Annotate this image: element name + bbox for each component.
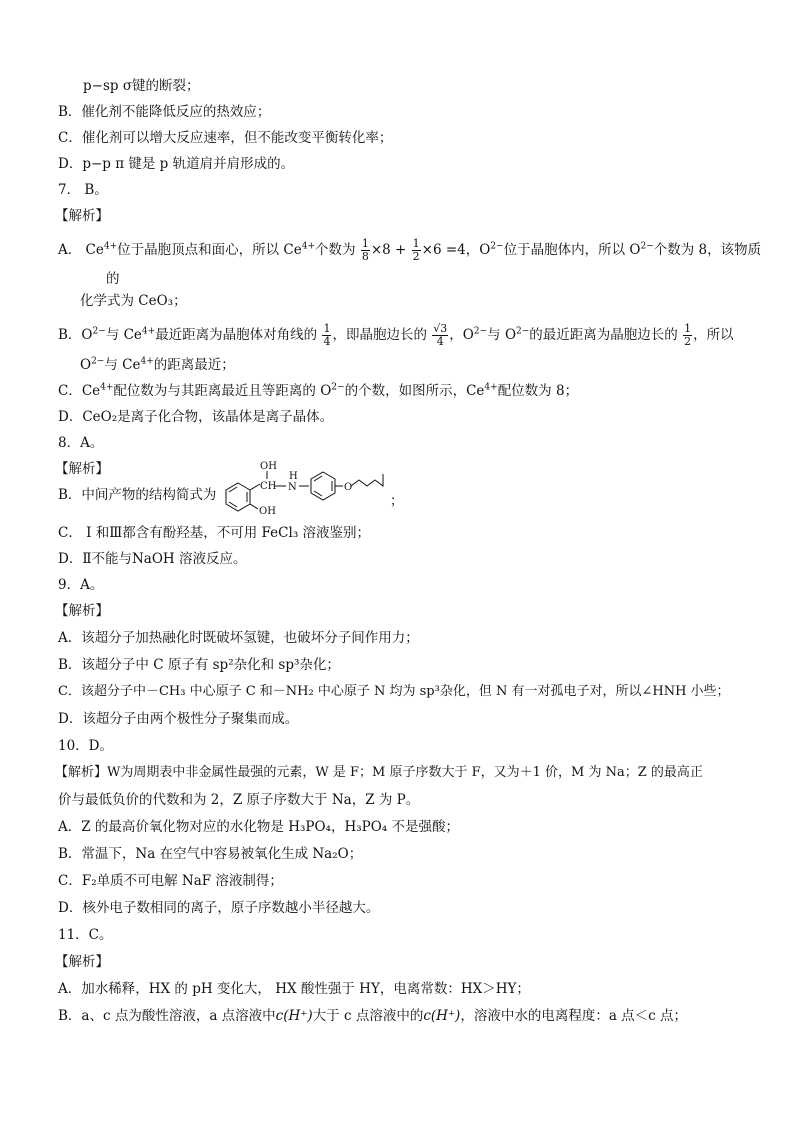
analysis-label: 【解析】 — [55, 461, 109, 477]
fraction: $\frac{√3}{4}$ — [433, 322, 448, 348]
text-line: A．Z 的最高价氧化物对应的水化物是 H₃PO₄，H₃PO₄ 不是强酸； — [58, 819, 459, 835]
text-line: D．核外电子数相同的离子，原子序数越小半径越大。 — [58, 900, 380, 916]
text-line: ； — [390, 493, 404, 509]
svg-text:CH: CH — [260, 481, 277, 492]
fraction: $\frac{1}{2}$ — [412, 237, 420, 263]
text-line: B．$O^{2-}$与 $Ce^{4+}$最近距离为晶胞体对角线的 $\frac{1}{4}$ ，即晶胞边长的 $\frac{√3}{4}$ ，$O^{2-}$与 $O^{2-}$的最近距离为晶胞边长的 $\frac{1}{2}$ ，所以 — [58, 322, 734, 348]
text-line: p−sp σ键的断裂； — [83, 78, 200, 94]
text-line: B．该超分子中 C 原子有 sp²杂化和 sp³杂化； — [58, 657, 340, 673]
benzene-ring-left — [226, 483, 250, 511]
text-line: C． I 和Ⅲ都含有酚羟基，不可用 FeCl₃ 溶液鉴别； — [58, 525, 371, 541]
text-line: B．常温下，Na 在空气中容易被氧化生成 Na₂O； — [58, 846, 363, 862]
text-line: B．中间产物的结构简式为 — [58, 487, 217, 503]
text-line: D．p−p π 键是 p 轨道肩并肩形成的。 — [58, 156, 295, 172]
text-line: A．加水稀释，HX 的 pH 变化大， HX 酸性强于 HY，电离常数：HX＞HY； — [58, 981, 530, 997]
analysis-label: 【解析】 — [55, 603, 109, 619]
text-line: A． $Ce^{4+}$位于晶胞顶点和面心，所以 $Ce^{4+}$个数为 $\frac{1}{8}$ ×8 + $\frac{1}{2}$ ×6 =4，$O^{2-}$位于晶胞体内，所以 $O^{2-}$个数为 8，该物质 — [58, 237, 762, 263]
text-line: 化学式为 CeO₃； — [80, 293, 187, 309]
svg-text:OH: OH — [260, 461, 277, 472]
text-line: C．该超分子中－CH₃ 中心原子 C 和－NH₂ 中心原子 N 均为 sp³杂化，但 N 有一对孤电子对，所以∠HNH 小些； — [58, 684, 730, 699]
text-line: B．a、c 点为酸性溶液，a 点溶液中c(H⁺)大于 c 点溶液中的c(H⁺)，溶液中水的电离程度：a 点＜c 点； — [58, 1008, 688, 1024]
answer-line: 11．C。 — [58, 927, 113, 943]
fraction: $\frac{1}{8}$ — [361, 237, 369, 263]
answer-line: 8．A。 — [58, 435, 104, 451]
answer-line: 9．A。 — [58, 577, 104, 593]
svg-text:H: H — [289, 471, 298, 482]
text-line: $O^{2-}$与 $Ce^{4+}$的距离最近； — [80, 356, 235, 373]
text-line: B．催化剂不能降低反应的热效应； — [58, 104, 271, 120]
structure-formula — [223, 458, 388, 518]
text-line: C．$Ce^{4+}$配位数为与其距离最近且等距离的 $O^{2-}$的个数，如图所示，$Ce^{4+}$配位数为 8； — [58, 382, 579, 399]
svg-text:N: N — [288, 482, 297, 493]
fraction: $\frac{1}{4}$ — [323, 322, 331, 348]
text-line: 的 — [106, 271, 120, 287]
text-line: D．该超分子由两个极性分子聚集而成。 — [58, 711, 299, 727]
answer-line: 10．D。 — [58, 738, 114, 754]
fraction: $\frac{1}{2}$ — [684, 322, 692, 348]
text-line: 【解析】W为周期表中非金属性最强的元素，W 是 F；M 原子序数大于 F，又为＋1 价，M 为 Na；Z 的最高正 — [55, 765, 703, 780]
analysis-label: 【解析】 — [55, 208, 109, 224]
svg-text:O: O — [344, 482, 353, 493]
text-line: D．Ⅱ不能与NaOH 溶液反应。 — [58, 551, 247, 567]
text-line: D．CeO₂是离子化合物，该晶体是离子晶体。 — [58, 409, 334, 425]
text-line: A．该超分子加热融化时既破坏氢键，也破坏分子间作用力； — [58, 630, 419, 646]
text-line: C．F₂单质不可电解 NaF 溶液制得； — [58, 873, 283, 889]
text-line: C．催化剂可以增大反应速率，但不能改变平衡转化率； — [58, 130, 393, 146]
svg-text:OH: OH — [259, 506, 276, 517]
answer-line: 7． B。 — [58, 182, 108, 198]
benzene-ring-right — [311, 472, 335, 500]
analysis-label: 【解析】 — [55, 954, 109, 970]
text-line: 价与最低负价的代数和为 2，Z 原子序数大于 Na，Z 为 P。 — [58, 792, 420, 808]
